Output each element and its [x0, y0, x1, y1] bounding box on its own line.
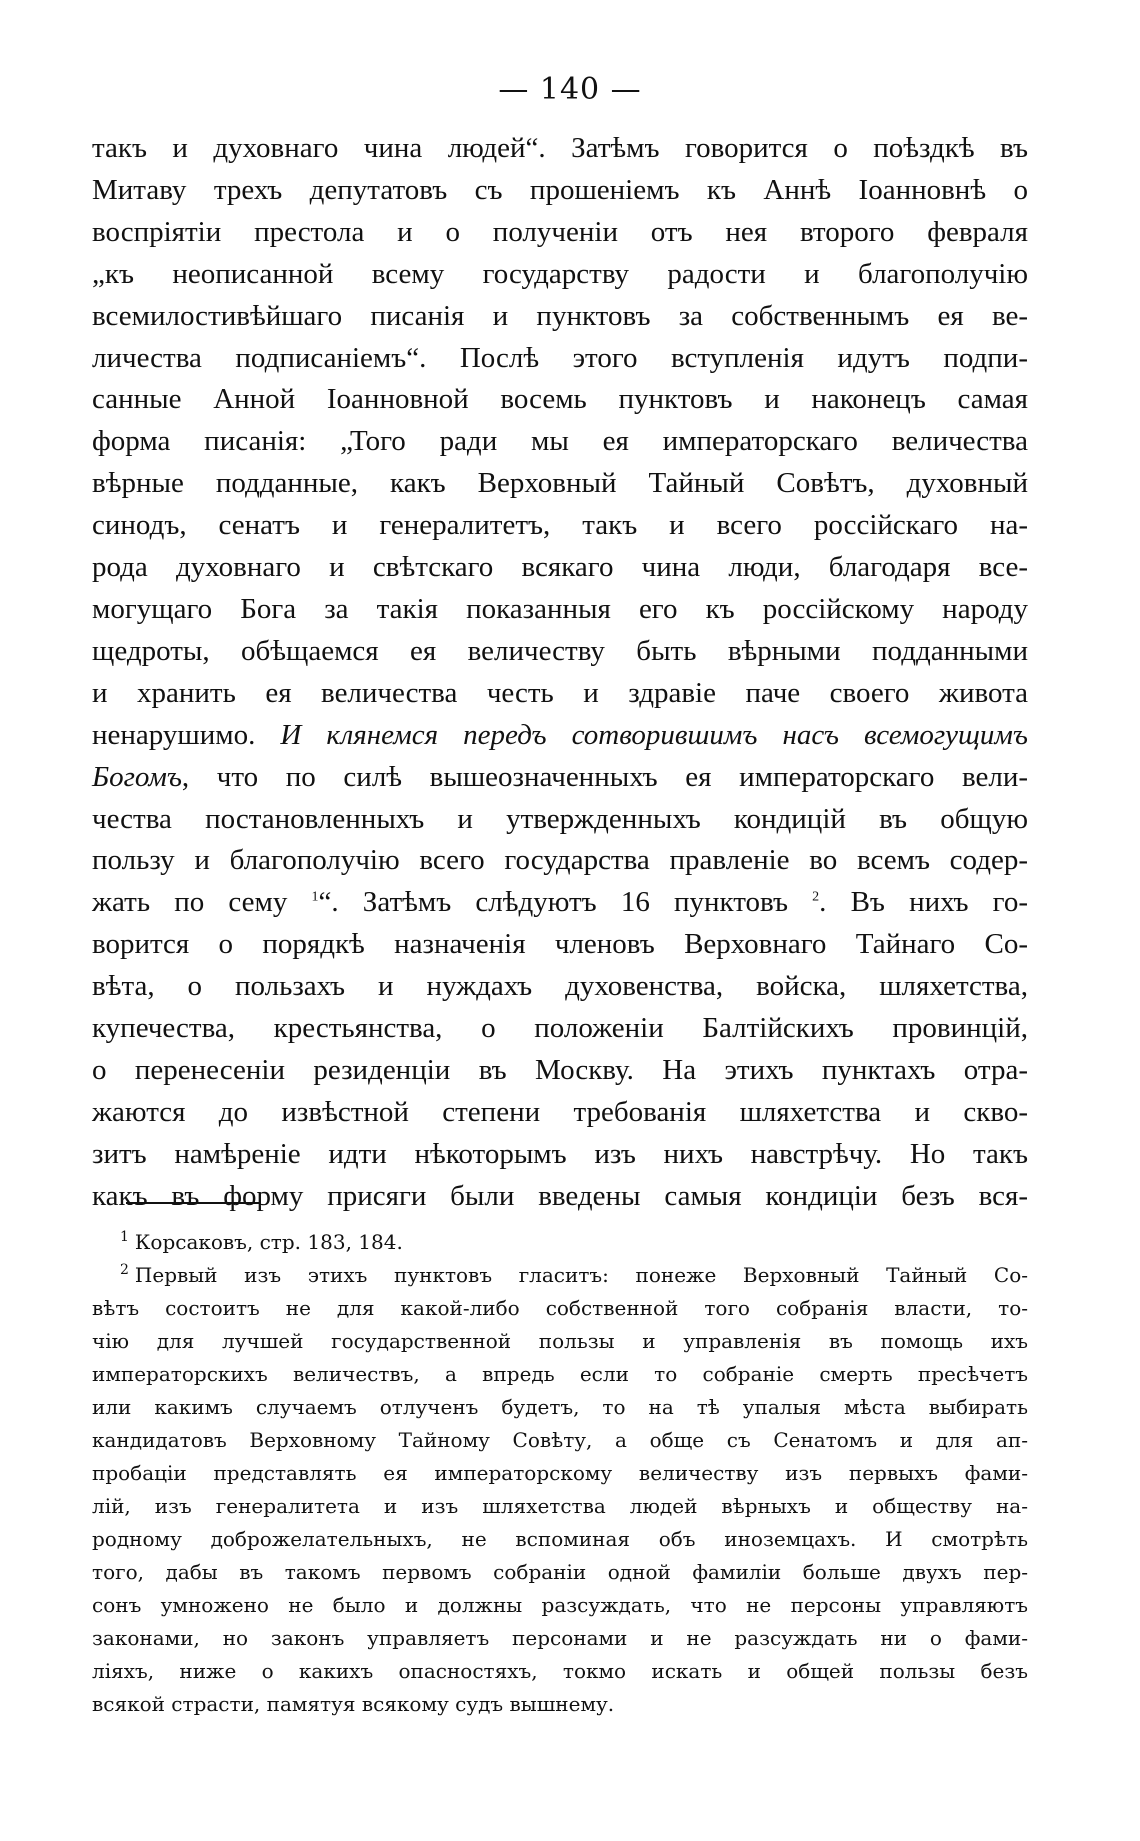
- text-line: вѣта, о пользахъ и нуждахъ духовенства, войска, шляхетства,: [92, 970, 1028, 1003]
- footnote-ref-2[interactable]: 2: [812, 889, 820, 905]
- text-line: какъ въ форму присяги были введены самыя кондиціи безъ вся-: [92, 1179, 1028, 1212]
- text-line: чества постановленныхъ и утвержденныхъ кондицій въ общую: [92, 802, 1028, 835]
- text-line: ворится о порядкѣ назначенія членовъ Верховнаго Тайнаго Со-: [92, 928, 1028, 961]
- text-line: „къ неописанной всему государству радости и благополучію: [92, 257, 1028, 290]
- footnote-2-line: ліяхъ, ниже о какихъ опасностяхъ, токмо искать и общей пользы безъ: [92, 1659, 1028, 1683]
- text-line: жаются до извѣстной степени требованія шляхетства и скво-: [92, 1095, 1028, 1128]
- text-line: жать по сему $^1$“. Затѣмъ слѣдуютъ 16 пунктовъ $^2$. Въ нихъ го-: [92, 886, 1028, 919]
- text-line: синодъ, сенатъ и генералитетъ, такъ и всего россійскаго на-: [92, 509, 1028, 542]
- footnote-2-line: чію для лучшей государственной пользы и управленія въ помощь ихъ: [92, 1329, 1028, 1353]
- text-line: щедроты, обѣщаемся ея величеству быть вѣрными подданными: [92, 634, 1028, 667]
- text-line: пользу и благополучію всего государства правленіе во всемъ содер-: [92, 844, 1028, 877]
- footnote-mark-1: 1: [120, 1229, 129, 1246]
- italic-oath: И клянемся передъ сотворившимъ насъ всемогущимъ: [280, 718, 1028, 751]
- footnote-1: $^1$ Корсаковъ, стр. 183, 184.: [120, 1229, 403, 1254]
- text-line: купечества, крестьянства, о положеніи Балтійскихъ провинцій,: [92, 1012, 1028, 1045]
- footnote-2-line: того, дабы въ такомъ первомъ собраніи одной фамиліи больше двухъ пер-: [92, 1560, 1028, 1584]
- footnote-2-line: императорскихъ величествъ, а впредь если то собраніе смерть пресѣчетъ: [92, 1362, 1028, 1386]
- text-line: воспріятіи престола и о полученіи отъ нея второго февраля: [92, 215, 1028, 248]
- footnote-ref-1[interactable]: 1: [311, 889, 319, 905]
- text-line: ненарушимо. И клянемся передъ сотворившимъ насъ всемогущимъ: [92, 718, 1028, 751]
- text-line: санные Анной Іоанновной восемь пунктовъ и наконецъ самая: [92, 383, 1028, 416]
- footnote-divider: [126, 1202, 260, 1204]
- text-line: всемилостивѣйшаго писанія и пунктовъ за собственнымъ ея ве-: [92, 299, 1028, 332]
- text-line: форма писанія: „Того ради мы ея императорскаго величества: [92, 425, 1028, 458]
- italic-oath: Богомъ: [92, 760, 182, 793]
- footnote-2-line: родному доброжелательныхъ, не вспоминая объ иноземцахъ. И смотрѣть: [92, 1527, 1028, 1551]
- text-line: Митаву трехъ депутатовъ съ прошеніемъ къ Аннѣ Іоанновнѣ о: [92, 173, 1028, 206]
- footnote-2-line: $^2$ Первый изъ этихъ пунктовъ гласитъ: понеже Верховный Тайный Со-: [120, 1262, 1028, 1287]
- main-text-body: [92, 128, 1028, 1218]
- text-line: вѣрные подданные, какъ Верховный Тайный Совѣтъ, духовный: [92, 467, 1028, 500]
- footnotes: [92, 1226, 1028, 1721]
- text-line: рода духовнаго и свѣтскаго всякаго чина люди, благодаря все-: [92, 551, 1028, 584]
- footnote-mark-2: 2: [120, 1262, 129, 1279]
- footnote-2-line: сонъ умножено не было и должны разсуждать, что не персоны управляютъ: [92, 1593, 1028, 1617]
- text-line: Богомъ, что по силѣ вышеозначенныхъ ея императорскаго вели-: [92, 760, 1028, 793]
- footnote-2-line: лій, изъ генералитета и изъ шляхетства людей вѣрныхъ и обществу на-: [92, 1494, 1028, 1518]
- text-line: зитъ намѣреніе идти нѣкоторымъ изъ нихъ навстрѣчу. Но такъ: [92, 1137, 1028, 1170]
- footnote-2-line: кандидатовъ Верховному Тайному Совѣту, а обще съ Сенатомъ и для ап-: [92, 1428, 1028, 1452]
- footnote-2-line: или какимъ случаемъ отлученъ будетъ, то на тѣ упалыя мѣста выбирать: [92, 1395, 1028, 1419]
- text-line: и хранить ея величества честь и здравіе паче своего живота: [92, 676, 1028, 709]
- text-line: личества подписаніемъ“. Послѣ этого вступленія идутъ подпи-: [92, 341, 1028, 374]
- footnote-2-line: вѣтъ состоитъ не для какой-либо собственной того собранія власти, то-: [92, 1296, 1028, 1320]
- text-line: такъ и духовнаго чина людей“. Затѣмъ говорится о поѣздкѣ въ: [92, 132, 1028, 164]
- page-number: — 140 —: [498, 72, 642, 107]
- text-line: могущаго Бога за такія показанныя его къ россійскому народу: [92, 592, 1028, 625]
- footnote-2-line: законами, но законъ управляетъ персонами и не разсуждать ни о фами-: [92, 1626, 1028, 1650]
- footnote-2-line: пробаціи представлять ея императорскому величеству изъ первыхъ фами-: [92, 1461, 1028, 1485]
- text-line: о перенесеніи резиденціи въ Москву. На этихъ пунктахъ отра-: [92, 1053, 1028, 1086]
- footnote-2-line: всякой страсти, памятуя всякому судъ вышнему.: [92, 1692, 615, 1716]
